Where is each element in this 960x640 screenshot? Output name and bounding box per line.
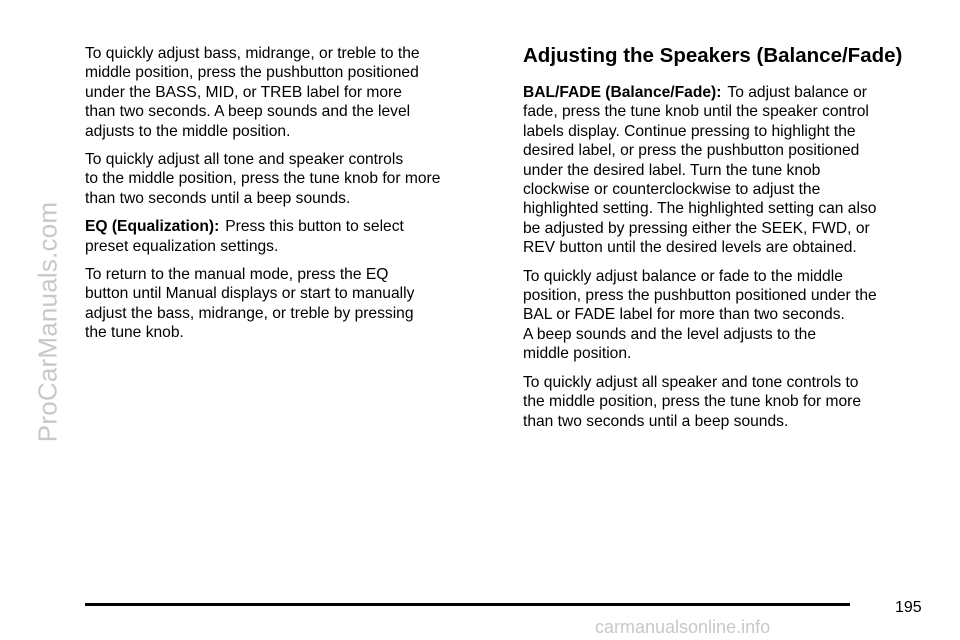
tone-speaker-paragraph: To quickly adjust all tone and speaker controls to the middle position, press the tune knob for more than two seconds until a beep sounds. [85,151,441,207]
left-column [85,44,497,352]
balance-fade-label: BAL/FADE (Balance/Fade): [523,84,722,101]
eq-label: EQ (Equalization): [85,218,220,236]
eq-text: Press this button to select preset equalization settings. [85,218,404,255]
balance-fade-middle-paragraph: To quickly adjust balance or fade to the middle position, press the pushbutton positioned under the BAL or FADE label for more than two seconds. A beep sounds and the level adjusts to the middle position. [523,267,877,363]
bass-mid-treble-paragraph: To quickly adjust bass, midrange, or treble to the middle position, press the pushbutton positioned under the BASS, MID, or TREB label for more than two seconds. A beep sounds and the level adjusts to the middle position. [85,45,420,140]
manual-mode-paragraph: To return to the manual mode, press the EQ button until Manual displays or start to manually adjust the bass, midrange, or treble by pressing the tune knob. [85,266,415,342]
footer-rule [85,603,850,606]
eq-paragraph [85,217,497,256]
footer-watermark: carmanualsonline.info [595,617,771,637]
balance-fade-paragraph [523,83,933,258]
section-heading: Adjusting the Speakers (Balance/Fade) [523,44,903,67]
speaker-tone-paragraph: To quickly adjust all speaker and tone controls to the middle position, press the tune knob for more than two seconds until a beep sounds. [523,373,862,430]
right-column [523,43,933,440]
balance-fade-text: To adjust balance or fade, press the tune knob until the speaker control labels display. Continue pressing to highlight the desired label, or press the pushbutton positioned under the desired label. Turn the tune knob clockwise or counterclockwise to adjust the highlighted setting. The highlighted setting can also be adjusted by pressing either the SEEK, FWD, or REV button until the desired levels are obtained. [523,84,877,257]
side-watermark [6,0,66,640]
side-watermark-text: ProCarManuals.com [32,201,63,443]
page-number: 195 [895,599,922,616]
